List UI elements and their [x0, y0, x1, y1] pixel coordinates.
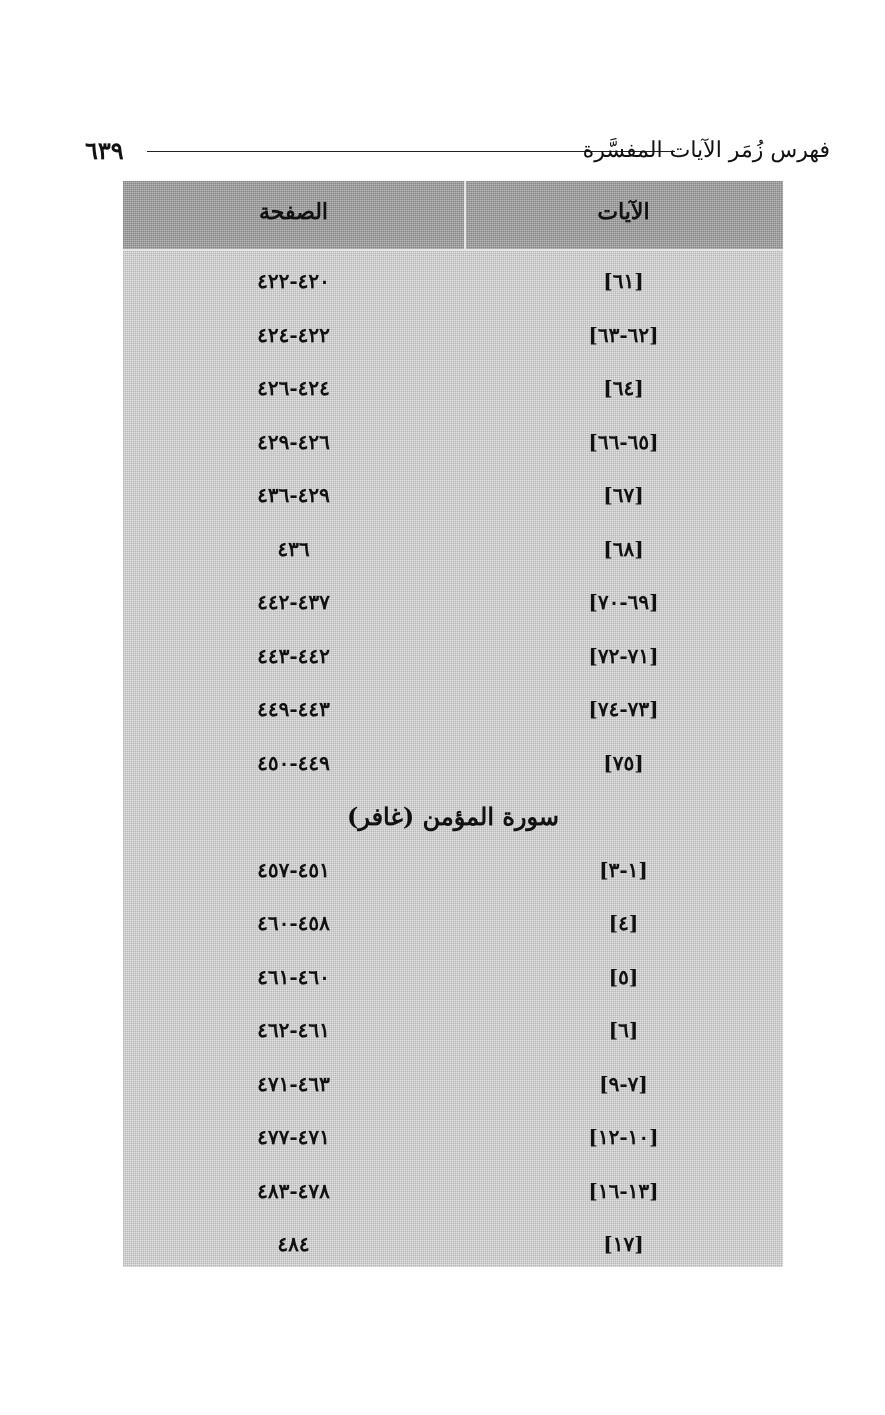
table-row	[123, 582, 783, 636]
table-row	[123, 1117, 783, 1171]
table-row	[123, 1224, 783, 1278]
page-cell: ٤٤٢-٤٤٣	[257, 643, 330, 668]
table-row	[123, 315, 783, 369]
page-cell: ٤٧١-٤٧٧	[257, 1125, 330, 1149]
ayat-cell: [٧-٩]	[599, 1071, 648, 1096]
ayat-cell: [١-٣]	[599, 857, 648, 882]
ayat-cell: [١٠-١٢]	[588, 1125, 659, 1149]
table-row	[123, 743, 783, 797]
page-cell: ٤٦١-٤٦٢	[257, 1018, 330, 1042]
page-cell: ٤٣٧-٤٤٢	[257, 590, 330, 614]
ayat-cell: [٦١]	[603, 269, 644, 293]
page-number: ٦٣٩	[85, 136, 124, 165]
table-row	[123, 422, 783, 476]
page-cell: ٤٣٦	[277, 536, 310, 561]
table-row	[123, 1171, 783, 1225]
column-header-ayat: الآيات	[597, 199, 650, 225]
surah-section-title: سورة المؤمن (غافر)	[346, 802, 560, 831]
page-cell: ٤٦٣-٤٧١	[257, 1071, 330, 1096]
page-cell: ٤٢٢-٤٢٤	[257, 322, 330, 347]
ayat-cell: [٦٢-٦٣]	[588, 322, 659, 347]
table-header	[123, 181, 783, 251]
table-body	[123, 261, 783, 1278]
table-row	[123, 368, 783, 422]
index-table	[123, 181, 783, 1267]
running-title: فهرس زُمَر الآيات المفسَّرة	[582, 138, 830, 163]
table-row	[123, 957, 783, 1011]
table-row	[123, 903, 783, 957]
page-cell: ٤٥١-٤٥٧	[257, 857, 330, 882]
ayat-cell: [٦٤]	[603, 376, 644, 400]
table-row	[123, 475, 783, 529]
ayat-cell: [٦]	[608, 1018, 639, 1042]
page-cell: ٤٢٦-٤٢٩	[257, 429, 330, 454]
page-cell: ٤٤٩-٤٥٠	[257, 750, 330, 775]
page-cell: ٤٨٤	[277, 1232, 310, 1256]
page-cell: ٤٦٠-٤٦١	[257, 964, 330, 989]
table-row	[123, 261, 783, 315]
ayat-cell: [٥]	[608, 964, 639, 989]
running-head	[85, 136, 830, 176]
table-row	[123, 529, 783, 583]
ayat-cell: [٦٩-٧٠]	[588, 590, 659, 614]
page-cell: ٤٢٩-٤٣٦	[257, 483, 330, 507]
table-row	[123, 636, 783, 690]
ayat-cell: [٧٥]	[603, 750, 644, 775]
ayat-cell: [٦٨]	[603, 536, 644, 561]
ayat-cell: [٤]	[608, 911, 639, 935]
column-header-page: الصفحة	[258, 199, 329, 225]
page-cell: ٤٢٠-٤٢٢	[257, 269, 330, 293]
page-cell: ٤٧٨-٤٨٣	[257, 1178, 330, 1203]
ayat-cell: [١٧]	[603, 1232, 644, 1256]
table-row	[123, 1064, 783, 1118]
table-row	[123, 689, 783, 743]
ayat-cell: [٧٣-٧٤]	[588, 697, 659, 721]
table-row	[123, 1010, 783, 1064]
header-divider	[464, 181, 466, 249]
page-cell: ٤٤٣-٤٤٩	[257, 697, 330, 721]
ayat-cell: [١٣-١٦]	[588, 1178, 659, 1203]
ayat-cell: [٦٧]	[603, 483, 644, 507]
ayat-cell: [٦٥-٦٦]	[588, 429, 659, 454]
page-cell: ٤٥٨-٤٦٠	[257, 911, 330, 935]
page-cell: ٤٢٤-٤٢٦	[257, 376, 330, 400]
ayat-cell: [٧١-٧٢]	[588, 643, 659, 668]
table-row	[123, 850, 783, 904]
